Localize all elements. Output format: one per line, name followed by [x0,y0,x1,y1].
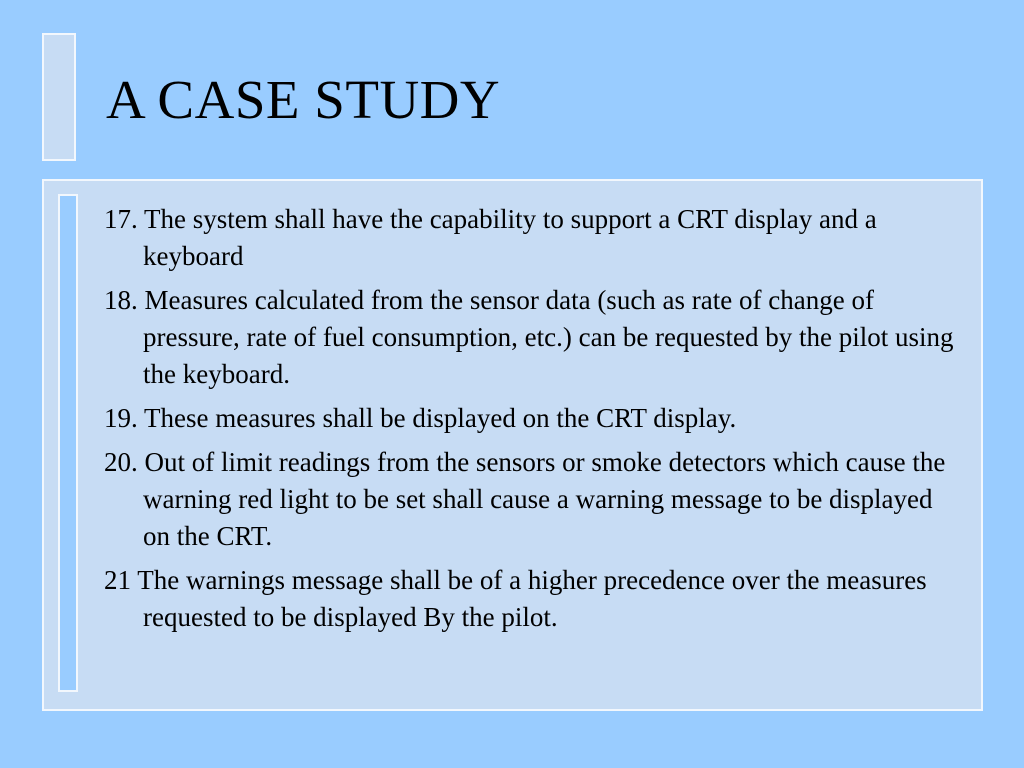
title-accent-bar [42,33,76,161]
requirements-list [104,201,964,643]
content-accent-bar [58,194,78,692]
requirement-17: 17. The system shall have the capability to support a CRT display and a keyboard [104,204,877,271]
requirement-19: 19. These measures shall be displayed on the CRT display. [104,403,737,433]
requirement-20: 20. Out of limit readings from the sensors or smoke detectors which cause the warning red light to be set shall cause a warning message to be displayed on the CRT. [104,447,946,551]
requirement-21: 21 The warnings message shall be of a higher precedence over the measures requested to be displayed By the pilot. [104,565,927,632]
requirement-18: 18. Measures calculated from the sensor data (such as rate of change of pressure, rate of fuel consumption, etc.) can be requested by the pilot using the keyboard. [104,285,954,389]
slide-title: A CASE STUDY [106,69,501,130]
